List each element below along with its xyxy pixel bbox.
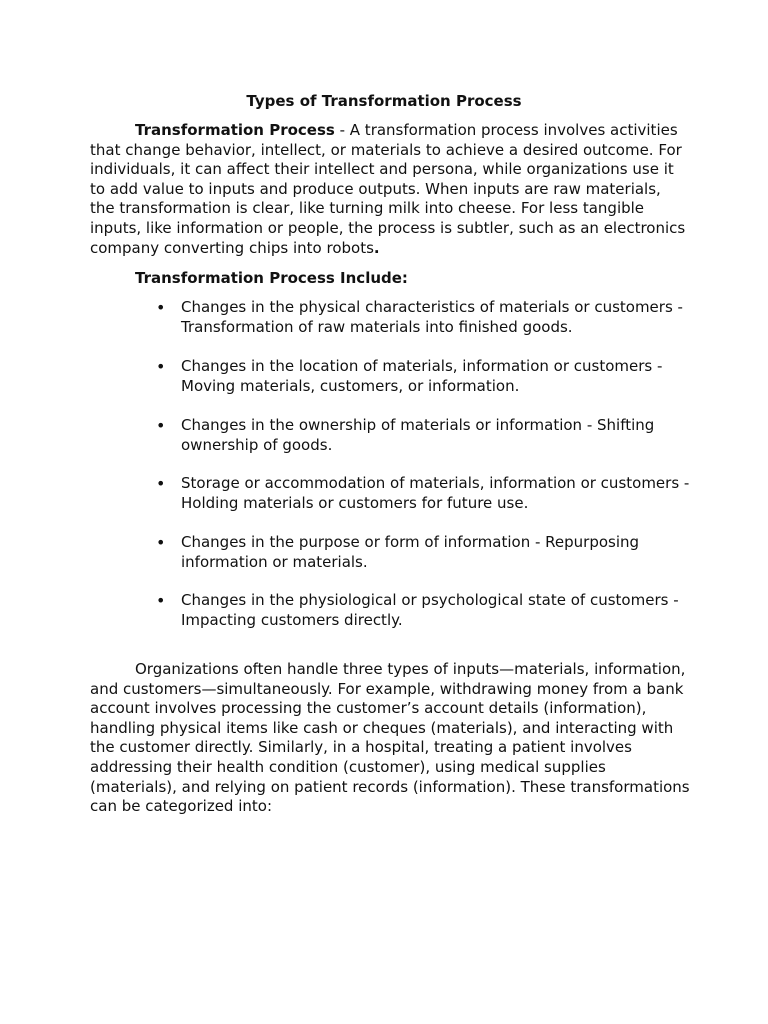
section-heading: Transformation Process Include:: [135, 269, 408, 287]
closing-paragraph: [90, 660, 690, 817]
bullet-icon: •: [156, 591, 166, 610]
list-item-text: Changes in the purpose or form of information - Repurposing information or materials.: [181, 533, 640, 571]
bullet-icon: •: [156, 533, 166, 552]
list-item-text: Changes in the physical characteristics of materials or customers - Transformation of raw materials into finished goods.: [181, 298, 683, 336]
intro-paragraph: [90, 121, 690, 258]
bullet-icon: •: [156, 357, 166, 376]
intro-end-punctuation: .: [373, 238, 380, 257]
closing-text: Organizations often handle three types of inputs—materials, information, and customers—simultaneously. For example, withdrawing money from a bank account involves processing the customer’s account details (information), handling physical items like cash or cheques (materials), and interacting with the customer directly. Similarly, in a hospital, treating a patient involves addressing their health condition (customer), using medical supplies (materials), and relying on patient records (information). These transformations can be categorized into:: [90, 660, 690, 816]
list-item-text: Changes in the location of materials, information or customers - Moving materials, customers, or information.: [181, 357, 663, 395]
bullet-icon: •: [156, 474, 166, 493]
list-item-text: Changes in the physiological or psychological state of customers - Impacting customers directly.: [181, 591, 679, 629]
bullet-icon: •: [156, 416, 166, 435]
intro-lead-term: Transformation Process: [135, 121, 335, 139]
bullet-icon: •: [156, 298, 166, 317]
intro-text: - A transformation process involves activities that change behavior, intellect, or materials to achieve a desired outcome. For individuals, it can affect their intellect and persona, while organizations use it to add value to inputs and produce outputs. When inputs are raw materials, the transformation is clear, like turning milk into cheese. For less tangible inputs, like information or people, the process is subtler, such as an electronics company converting chips into robots: [90, 121, 686, 257]
list-item-text: Storage or accommodation of materials, information or customers - Holding materials or customers for future use.: [181, 474, 690, 512]
list-item-text: Changes in the ownership of materials or information - Shifting ownership of goods.: [181, 416, 655, 454]
page-title: Types of Transformation Process: [246, 92, 522, 110]
